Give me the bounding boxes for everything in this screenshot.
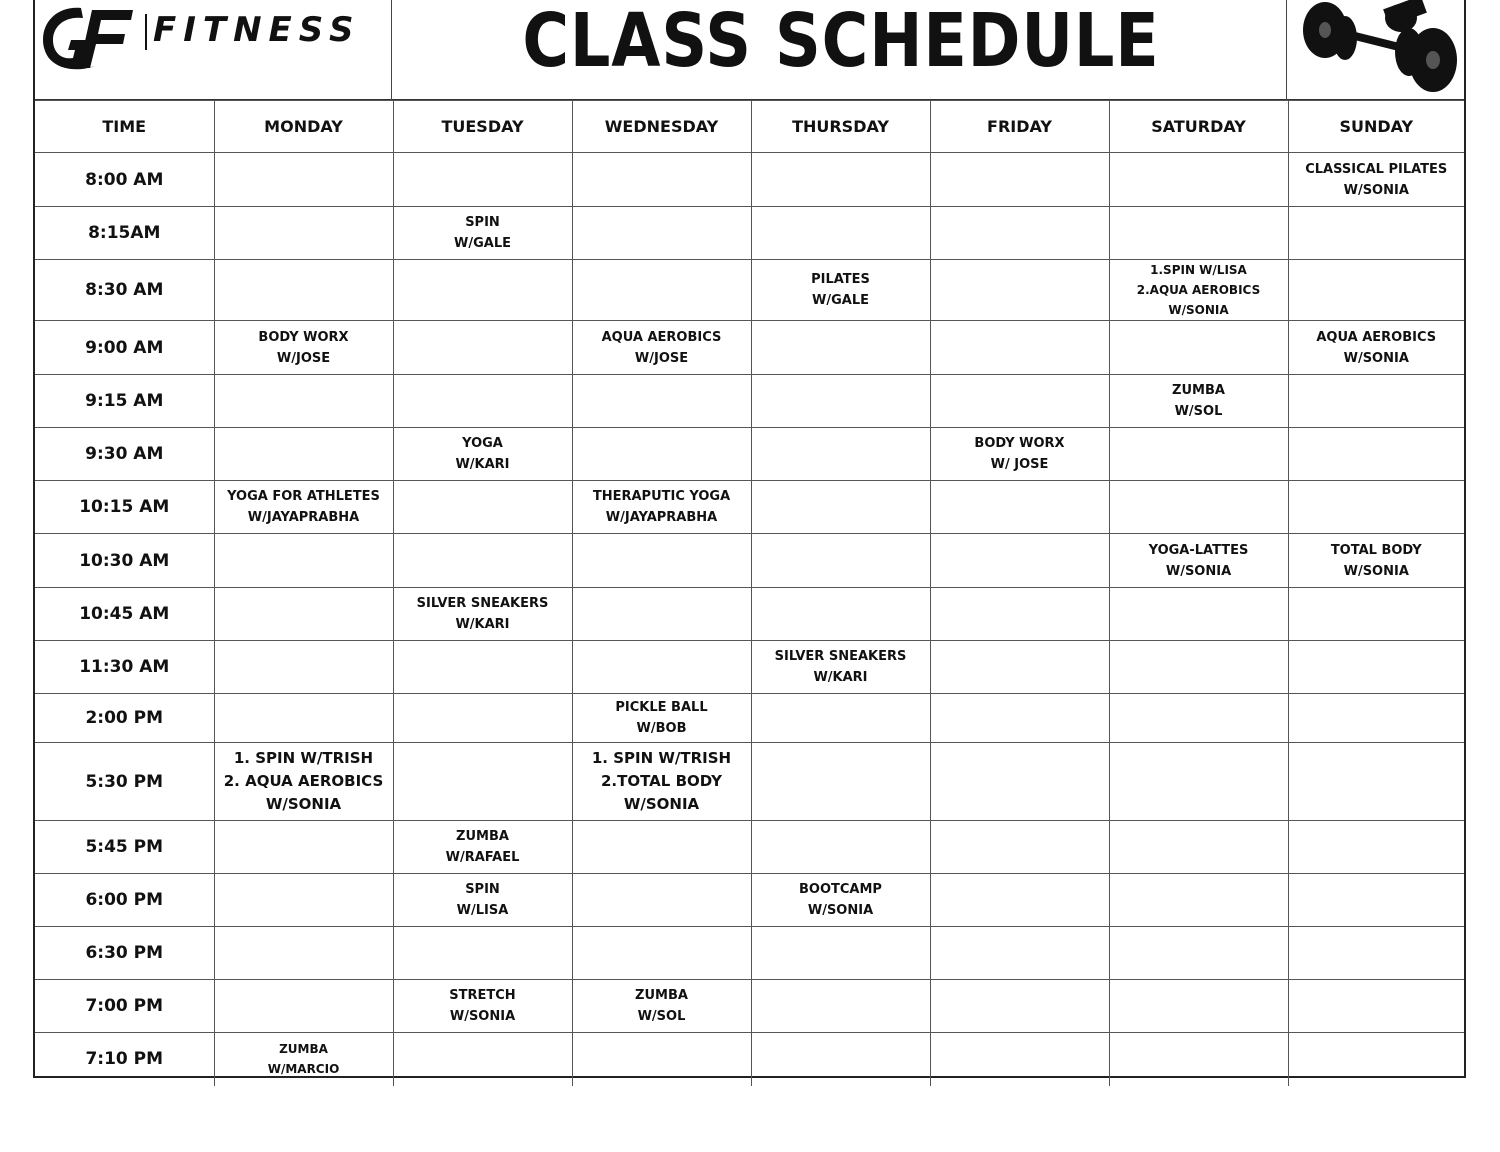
instructor-label: W/GALE [812, 293, 869, 308]
table-row [35, 1033, 1464, 1086]
class-cell-sunday [1288, 153, 1464, 207]
class-name: BODY WORX [258, 329, 349, 345]
column-header-tuesday: TUESDAY [393, 101, 572, 153]
class-cell-monday [214, 375, 393, 428]
time-cell: 11:30 AM [35, 641, 214, 694]
gf-logo-icon [37, 2, 137, 74]
table-row [35, 207, 1464, 260]
column-header-thursday: THURSDAY [751, 101, 930, 153]
class-cell-saturday [1109, 207, 1288, 260]
class-cell-sunday [1288, 207, 1464, 260]
class-name: YOGA [462, 436, 503, 451]
instructor-label: W/SONIA [1165, 563, 1232, 579]
class-name: TOTAL BODY [1330, 542, 1422, 558]
class-cell-saturday [1109, 694, 1288, 743]
class-cell-saturday [1109, 153, 1288, 207]
column-header-friday: FRIDAY [930, 101, 1109, 153]
class-cell-saturday [1109, 980, 1288, 1033]
class-cell-wednesday [572, 260, 751, 321]
instructor-label: W/SOL [1174, 404, 1223, 419]
class-cell-friday [930, 1033, 1109, 1086]
class-cell-saturday [1109, 588, 1288, 641]
class-name: 2.TOTAL BODY [601, 772, 722, 790]
class-cell-wednesday [572, 428, 751, 481]
time-cell: 8:15AM [35, 207, 214, 260]
column-header-time: TIME [35, 101, 214, 153]
class-cell-thursday [751, 428, 930, 481]
class-cell-saturday [1109, 927, 1288, 980]
class-cell-thursday [751, 1033, 930, 1086]
table-row [35, 874, 1464, 927]
class-cell-sunday [1288, 641, 1464, 694]
time-cell: 5:45 PM [35, 821, 214, 874]
instructor-label: W/SOL [637, 1009, 686, 1024]
class-cell-wednesday [572, 874, 751, 927]
instructor-label: W/MARCIO [267, 1062, 340, 1077]
class-cell-saturday [1109, 481, 1288, 534]
class-cell-friday [930, 481, 1109, 534]
class-cell-thursday [751, 534, 930, 588]
class-cell-monday [214, 874, 393, 927]
class-cell-monday [214, 694, 393, 743]
class-cell-friday [930, 375, 1109, 428]
class-cell-saturday [1109, 874, 1288, 927]
time-cell: 2:00 PM [35, 694, 214, 743]
class-cell-sunday [1288, 874, 1464, 927]
instructor-label: W/SONIA [1343, 563, 1409, 579]
class-cell-saturday [1109, 821, 1288, 874]
class-cell-thursday [751, 821, 930, 874]
class-cell-wednesday [572, 1033, 751, 1086]
class-cell-sunday [1288, 743, 1464, 821]
instructor-label: W/SONIA [265, 795, 342, 813]
class-cell-sunday [1288, 1033, 1464, 1086]
class-cell-wednesday [572, 821, 751, 874]
class-cell-thursday [751, 153, 930, 207]
class-cell-sunday [1288, 375, 1464, 428]
class-name: PILATES [811, 272, 870, 287]
class-cell-thursday [751, 375, 930, 428]
class-cell-wednesday [572, 743, 751, 821]
class-cell-tuesday [393, 1033, 572, 1086]
time-cell: 9:00 AM [35, 321, 214, 375]
instructor-label: W/SONIA [1343, 350, 1409, 366]
class-cell-thursday [751, 743, 930, 821]
class-cell-tuesday [393, 588, 572, 641]
page-title: CLASS SCHEDULE [522, 0, 1160, 84]
class-cell-sunday [1288, 321, 1464, 375]
class-name: 1.SPIN W/LISA [1150, 263, 1247, 277]
class-cell-friday [930, 743, 1109, 821]
time-cell: 6:30 PM [35, 927, 214, 980]
class-name: ZUMBA [635, 988, 688, 1003]
instructor-label: W/JOSE [634, 350, 689, 366]
class-cell-thursday [751, 481, 930, 534]
time-cell: 8:00 AM [35, 153, 214, 207]
class-name: 2. AQUA AEROBICS [223, 772, 384, 790]
instructor-label: W/SONIA [1168, 303, 1229, 317]
table-row [35, 481, 1464, 534]
class-cell-friday [930, 821, 1109, 874]
class-name: SPIN [465, 215, 500, 230]
instructor-label: W/GALE [454, 236, 511, 251]
class-name: SPIN [465, 882, 500, 897]
class-name: STRETCH [449, 988, 516, 1003]
table-row [35, 153, 1464, 207]
header-row [35, 101, 1464, 153]
class-cell-friday [930, 260, 1109, 321]
table-row [35, 321, 1464, 375]
table-row [35, 927, 1464, 980]
class-name: AQUA AEROBICS [601, 329, 722, 345]
class-cell-tuesday [393, 927, 572, 980]
class-cell-tuesday [393, 207, 572, 260]
class-cell-monday [214, 481, 393, 534]
schedule-body [35, 153, 1464, 1086]
column-header-wednesday: WEDNESDAY [572, 101, 751, 153]
class-cell-saturday [1109, 534, 1288, 588]
table-row [35, 821, 1464, 874]
time-cell: 10:45 AM [35, 588, 214, 641]
class-cell-friday [930, 534, 1109, 588]
class-cell-monday [214, 980, 393, 1033]
class-cell-sunday [1288, 481, 1464, 534]
schedule-sheet [33, 0, 1466, 1078]
class-cell-friday [930, 641, 1109, 694]
time-cell: 5:30 PM [35, 743, 214, 821]
logo-divider [145, 14, 147, 50]
table-row [35, 641, 1464, 694]
instructor-label: W/SONIA [1343, 182, 1409, 198]
class-cell-sunday [1288, 821, 1464, 874]
time-cell: 7:10 PM [35, 1033, 214, 1086]
class-cell-sunday [1288, 927, 1464, 980]
time-cell: 9:30 AM [35, 428, 214, 481]
class-cell-tuesday [393, 743, 572, 821]
table-row [35, 428, 1464, 481]
class-cell-thursday [751, 980, 930, 1033]
class-cell-monday [214, 927, 393, 980]
time-cell: 6:00 PM [35, 874, 214, 927]
class-cell-saturday [1109, 260, 1288, 321]
class-cell-wednesday [572, 641, 751, 694]
class-name: AQUA AEROBICS [1316, 329, 1437, 345]
class-cell-wednesday [572, 481, 751, 534]
class-cell-saturday [1109, 641, 1288, 694]
class-name: ZUMBA [1172, 383, 1225, 398]
time-cell: 8:30 AM [35, 260, 214, 321]
class-name: 2.AQUA AEROBICS [1136, 283, 1261, 297]
class-cell-tuesday [393, 641, 572, 694]
class-name: BODY WORX [974, 436, 1065, 451]
class-cell-monday [214, 260, 393, 321]
column-header-monday: MONDAY [214, 101, 393, 153]
class-cell-saturday [1109, 1033, 1288, 1086]
instructor-label: W/LISA [456, 903, 509, 918]
instructor-label: W/RAFAEL [445, 850, 520, 865]
class-name: CLASSICAL PILATES [1305, 161, 1448, 177]
class-cell-saturday [1109, 375, 1288, 428]
class-cell-sunday [1288, 534, 1464, 588]
class-cell-tuesday [393, 321, 572, 375]
class-cell-sunday [1288, 980, 1464, 1033]
class-cell-friday [930, 153, 1109, 207]
instructor-label: W/SONIA [449, 1009, 516, 1024]
class-cell-sunday [1288, 588, 1464, 641]
class-cell-friday [930, 428, 1109, 481]
class-cell-monday [214, 321, 393, 375]
class-cell-friday [930, 321, 1109, 375]
instructor-label: W/JOSE [276, 350, 331, 366]
class-cell-thursday [751, 588, 930, 641]
class-cell-thursday [751, 927, 930, 980]
class-cell-wednesday [572, 153, 751, 207]
class-cell-monday [214, 534, 393, 588]
dumbbell-icon [1289, 0, 1465, 96]
class-cell-sunday [1288, 694, 1464, 743]
time-cell: 9:15 AM [35, 375, 214, 428]
class-cell-monday [214, 428, 393, 481]
class-cell-friday [930, 207, 1109, 260]
class-name: YOGA-LATTES [1148, 542, 1249, 558]
class-cell-tuesday [393, 260, 572, 321]
class-cell-thursday [751, 694, 930, 743]
class-cell-wednesday [572, 207, 751, 260]
table-row [35, 534, 1464, 588]
instructor-label: W/SONIA [807, 903, 874, 918]
class-cell-thursday [751, 260, 930, 321]
class-cell-monday [214, 743, 393, 821]
instructor-label: W/ JOSE [990, 457, 1049, 472]
class-cell-tuesday [393, 428, 572, 481]
class-cell-tuesday [393, 694, 572, 743]
logo-text: FITNESS [153, 10, 361, 50]
instructor-label: W/KARI [455, 457, 510, 472]
class-name: ZUMBA [279, 1042, 328, 1057]
class-cell-tuesday [393, 980, 572, 1033]
instructor-label: W/KARI [455, 617, 510, 632]
class-cell-wednesday [572, 694, 751, 743]
table-row [35, 375, 1464, 428]
class-cell-friday [930, 874, 1109, 927]
class-cell-friday [930, 927, 1109, 980]
instructor-label: W/JAYAPRABHA [247, 510, 360, 525]
class-name: PICKLE BALL [615, 700, 708, 715]
class-cell-wednesday [572, 927, 751, 980]
time-cell: 7:00 PM [35, 980, 214, 1033]
class-cell-friday [930, 694, 1109, 743]
class-cell-tuesday [393, 821, 572, 874]
table-row [35, 694, 1464, 743]
class-cell-monday [214, 153, 393, 207]
schedule-table [35, 100, 1464, 1086]
class-cell-thursday [751, 207, 930, 260]
class-cell-thursday [751, 641, 930, 694]
class-cell-tuesday [393, 375, 572, 428]
class-cell-tuesday [393, 534, 572, 588]
class-name: BOOTCAMP [799, 882, 882, 897]
time-cell: 10:15 AM [35, 481, 214, 534]
class-cell-tuesday [393, 153, 572, 207]
instructor-label: W/JAYAPRABHA [605, 510, 718, 525]
instructor-label: W/KARI [813, 670, 868, 685]
column-header-sunday: SUNDAY [1288, 101, 1464, 153]
class-name: YOGA FOR ATHLETES [227, 489, 380, 504]
table-row [35, 588, 1464, 641]
class-name: 1. SPIN W/TRISH [591, 749, 732, 767]
table-row [35, 260, 1464, 321]
class-cell-wednesday [572, 534, 751, 588]
class-cell-friday [930, 588, 1109, 641]
class-cell-sunday [1288, 260, 1464, 321]
class-cell-saturday [1109, 321, 1288, 375]
class-cell-monday [214, 821, 393, 874]
class-name: SILVER SNEAKERS [774, 649, 907, 664]
class-name: ZUMBA [456, 829, 509, 844]
dumbbell-image-box [1286, 0, 1464, 100]
column-header-saturday: SATURDAY [1109, 101, 1288, 153]
class-cell-monday [214, 641, 393, 694]
class-name: 1. SPIN W/TRISH [233, 749, 374, 767]
class-cell-saturday [1109, 743, 1288, 821]
class-cell-thursday [751, 321, 930, 375]
class-cell-tuesday [393, 481, 572, 534]
class-cell-sunday [1288, 428, 1464, 481]
class-cell-monday [214, 1033, 393, 1086]
class-cell-tuesday [393, 874, 572, 927]
class-cell-monday [214, 588, 393, 641]
class-cell-saturday [1109, 428, 1288, 481]
class-cell-wednesday [572, 980, 751, 1033]
class-cell-wednesday [572, 321, 751, 375]
time-cell: 10:30 AM [35, 534, 214, 588]
class-cell-wednesday [572, 588, 751, 641]
class-cell-monday [214, 207, 393, 260]
table-row [35, 743, 1464, 821]
class-name: THERAPUTIC YOGA [592, 489, 731, 504]
instructor-label: W/SONIA [623, 795, 700, 813]
table-row [35, 980, 1464, 1033]
class-name: SILVER SNEAKERS [416, 596, 549, 611]
class-cell-thursday [751, 874, 930, 927]
instructor-label: W/BOB [636, 721, 687, 736]
class-cell-friday [930, 980, 1109, 1033]
brand-logo [35, 0, 392, 100]
schedule-header [35, 0, 1464, 100]
class-cell-wednesday [572, 375, 751, 428]
